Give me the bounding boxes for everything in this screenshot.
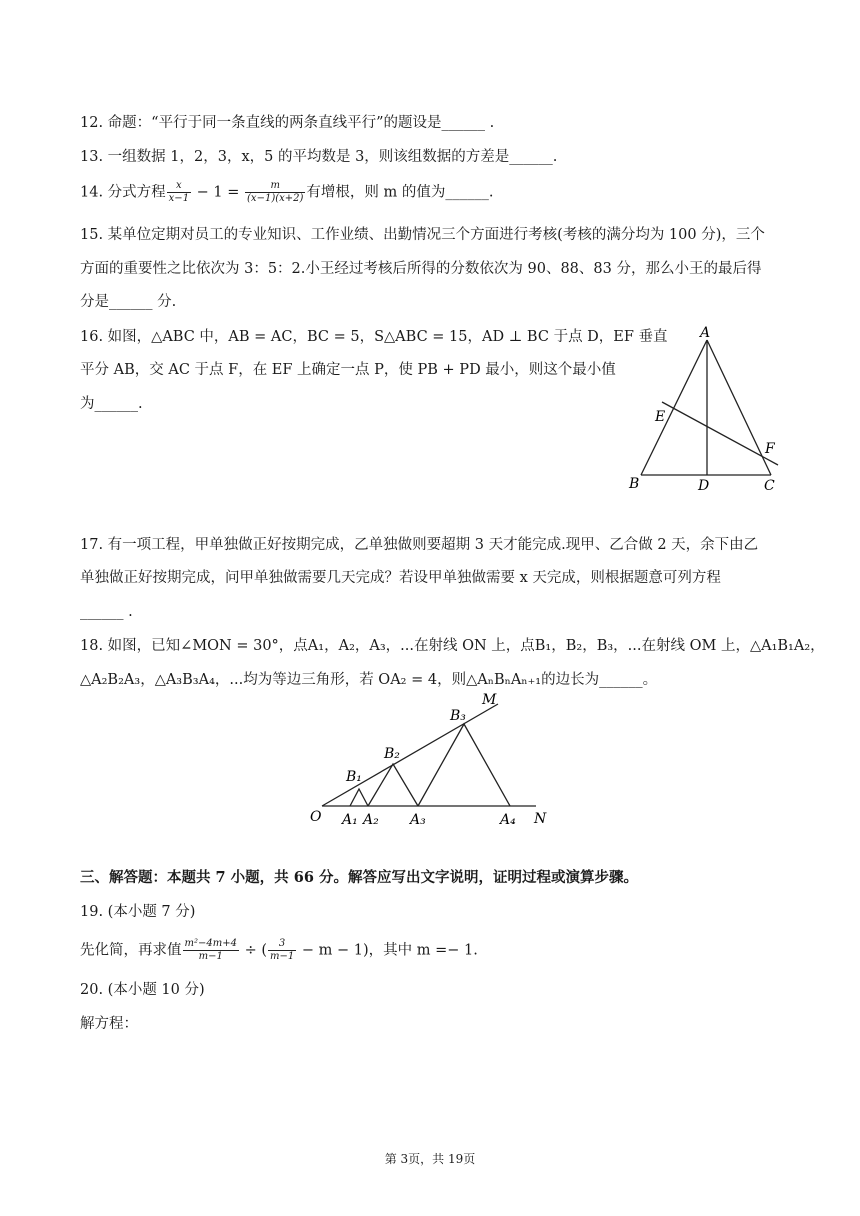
q14-prefix: 14. 分式方程 (80, 184, 166, 201)
q14-f1-denominator: x−1 (168, 193, 190, 204)
q14-fraction-1 (167, 180, 191, 205)
figure-16-triangle (620, 320, 790, 500)
question-12: 12. 命题：“平行于同一条直线的两条直线平行”的题设是______ . (80, 115, 495, 131)
question-18-line-2: △A₂B₂A₃，△A₃B₃A₄，...均为等边三角形，若 OA₂ = 4，则△AₙBₙAₙ₊₁的边长为______。 (80, 672, 658, 688)
q14-middle: − 1 = (192, 184, 245, 201)
label-a4: A₄ (500, 812, 516, 828)
question-17-line-2: 单独做正好按期完成，问甲单独做需要几天完成？若设甲单独做需要 x 天完成，则根据题意可列方程 (80, 570, 721, 586)
ray-om (322, 704, 498, 806)
question-19-title: 19. (本小题 7 分) (80, 904, 196, 920)
triangle-a2b2a3 (368, 764, 418, 806)
label-d: D (698, 478, 710, 494)
q19-fraction-1 (183, 938, 239, 963)
segment-ac (707, 340, 771, 475)
q14-f1-numerator: x (167, 180, 191, 193)
question-19-body (80, 938, 478, 963)
label-c: C (764, 478, 775, 494)
question-16-line-2: 平分 AB，交 AC 于点 F，在 EF 上确定一点 P，使 PB + PD 最小，则这个最小值 (80, 362, 616, 378)
question-15-line-3: 分是______ 分. (80, 294, 177, 310)
label-a3: A₃ (410, 812, 426, 828)
q19-fraction-2 (268, 938, 296, 963)
question-15-line-1: 15. 某单位定期对员工的专业知识、工作业绩、出勤情况三个方面进行考核(考核的满分均为 100 分)，三个 (80, 227, 765, 243)
label-m: M (482, 692, 497, 708)
question-15-line-2: 方面的重要性之比依次为 3：5：2.小王经过考核后所得的分数依次为 90、88、83 分，那么小王的最后得 (80, 261, 762, 277)
question-17-line-3: ______ . (80, 604, 133, 620)
question-16-line-3: 为______. (80, 396, 143, 412)
q19-suffix: − m − 1)，其中 m =− 1. (297, 942, 478, 959)
page-footer: 第 3页，共 19页 (384, 1152, 476, 1166)
question-20-title: 20. (本小题 10 分) (80, 982, 205, 998)
label-n: N (534, 811, 547, 827)
question-18-line-1: 18. 如图，已知∠MON = 30°，点A₁，A₂，A₃，...在射线 ON 上，点B₁，B₂，B₃，...在射线 OM 上，△A₁B₁A₂， (80, 638, 825, 654)
question-16-line-1: 16. 如图，△ABC 中，AB = AC，BC = 5，S△ABC = 15，AD ⊥ BC 于点 D，EF 垂直 (80, 329, 668, 345)
label-b: B (629, 476, 640, 492)
label-f: F (765, 441, 775, 457)
q19-f2-numerator: 3 (268, 938, 296, 951)
label-e: E (655, 409, 666, 425)
question-20-body: 解方程： (80, 1016, 138, 1032)
segment-ef (662, 402, 778, 465)
triangle-a1b1a2 (350, 789, 368, 806)
label-a2: A₂ (363, 812, 379, 828)
q19-op: ÷ ( (239, 942, 267, 959)
q14-fraction-2 (245, 180, 305, 205)
q14-suffix: 有增根，则 m 的值为______. (306, 184, 494, 201)
triangle-a3b3a4 (418, 724, 510, 806)
q14-f2-numerator: m (245, 180, 305, 193)
q19-prefix: 先化简，再求值 (80, 942, 182, 959)
figure-18-equilateral-triangles (300, 688, 570, 838)
label-b2: B₂ (384, 746, 400, 762)
label-a1: A₁ (342, 812, 358, 828)
question-17-line-1: 17. 有一项工程，甲单独做正好按期完成，乙单独做则要超期 3 天才能完成.现甲、乙合做 2 天，余下由乙 (80, 537, 759, 553)
label-o: O (310, 809, 322, 825)
label-b3: B₃ (450, 708, 466, 724)
label-a: A (700, 325, 711, 341)
q19-f2-denominator: m−1 (270, 951, 295, 962)
label-b1: B₁ (346, 769, 362, 785)
section-3-heading: 三、解答题：本题共 7 小题，共 66 分。解答应写出文字说明，证明过程或演算步骤。 (80, 869, 638, 886)
q19-f1-numerator: m²−4m+4 (184, 938, 237, 949)
q19-f1-denominator: m−1 (198, 951, 223, 962)
question-14 (80, 180, 493, 205)
q14-f2-denominator: (x−1)(x+2) (247, 193, 304, 204)
segment-ab (641, 340, 707, 475)
question-13: 13. 一组数据 1，2，3，x，5 的平均数是 3，则该组数据的方差是______. (80, 149, 558, 165)
